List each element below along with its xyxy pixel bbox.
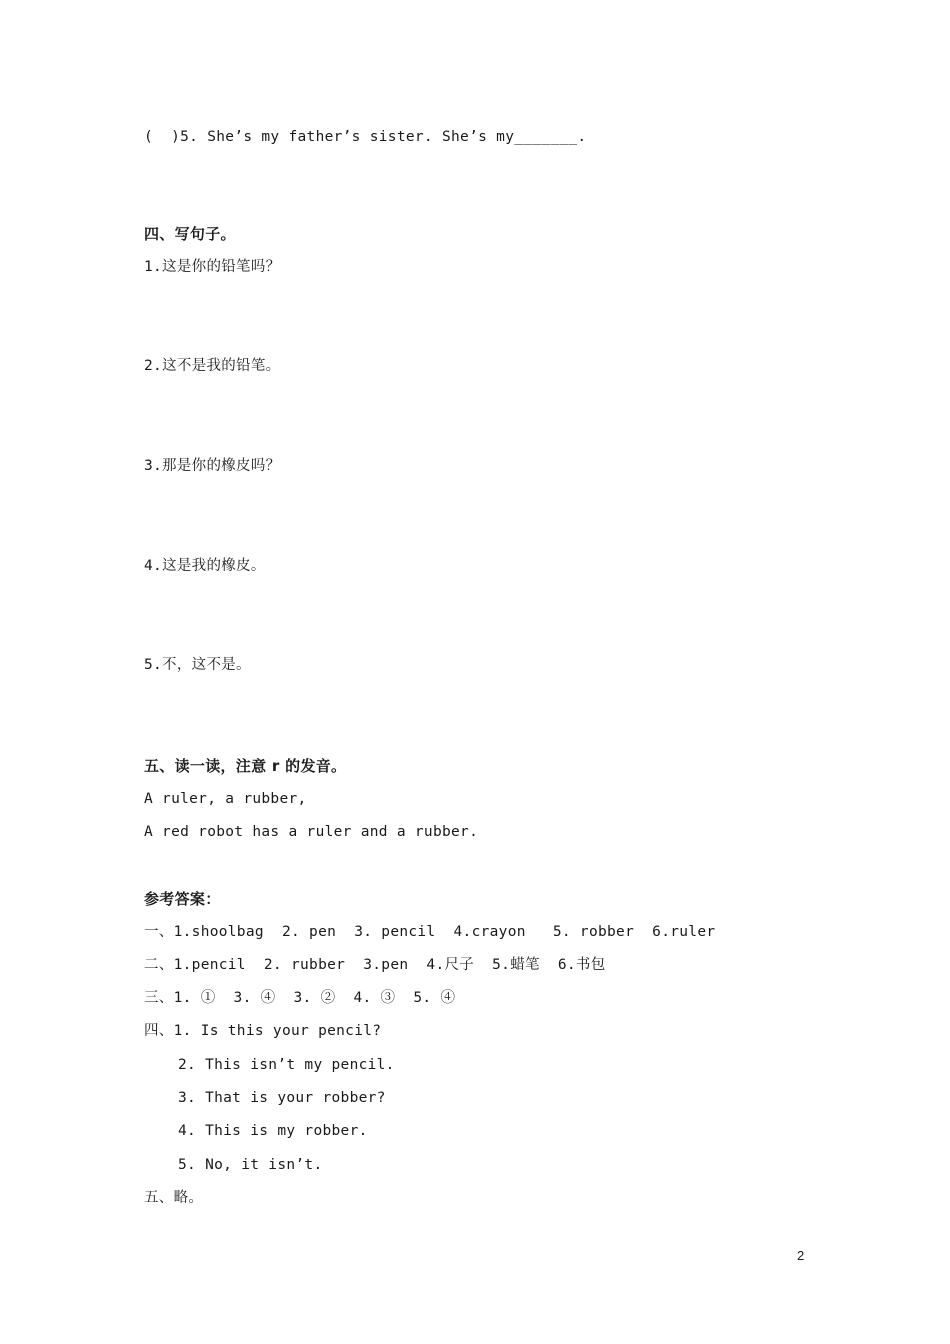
section-4-item-3: 3.那是你的橡皮吗？: [144, 458, 281, 474]
section-4-title: 四、写句子。: [144, 225, 236, 243]
section-5-line-2: A red robot has a ruler and a rubber.: [144, 824, 479, 840]
page-number: 2: [797, 1248, 805, 1263]
answers-part-2: 二、1.pencil 2. rubber 3.pen 4.尺子 5.蜡笔 6.书包: [144, 957, 606, 973]
answers-part-4-item-1: 四、1. Is this your pencil?: [144, 1023, 382, 1039]
answers-part-4-item-2: 2. This isn’t my pencil.: [178, 1057, 395, 1073]
answers-part-5: 五、略。: [144, 1190, 204, 1206]
answers-part-4-item-3: 3. That is your robber?: [178, 1090, 386, 1106]
answers-title: 参考答案：: [144, 890, 221, 908]
section-4-item-5: 5.不，这不是。: [144, 657, 251, 673]
answers-part-4-item-5: 5. No, it isn’t.: [178, 1157, 323, 1173]
section-5-title: 五、读一读，注意 r 的发音。: [144, 757, 347, 775]
answers-part-1: 一、1.shoolbag 2. pen 3. pencil 4.crayon 5. robber 6.ruler: [144, 924, 716, 940]
answers-part-4-item-4: 4. This is my robber.: [178, 1123, 368, 1139]
section-5-line-1: A ruler, a rubber,: [144, 791, 307, 807]
question-5: ( )5. She’s my father’s sister. She’s my_______.: [144, 129, 587, 145]
section-4-item-1: 1.这是你的铅笔吗？: [144, 259, 281, 275]
section-4-item-2: 2.这不是我的铅笔。: [144, 358, 281, 374]
answers-part-3: 三、1. ① 3. ④ 3. ② 4. ③ 5. ④: [144, 990, 456, 1006]
section-4-item-4: 4.这是我的橡皮。: [144, 558, 266, 574]
